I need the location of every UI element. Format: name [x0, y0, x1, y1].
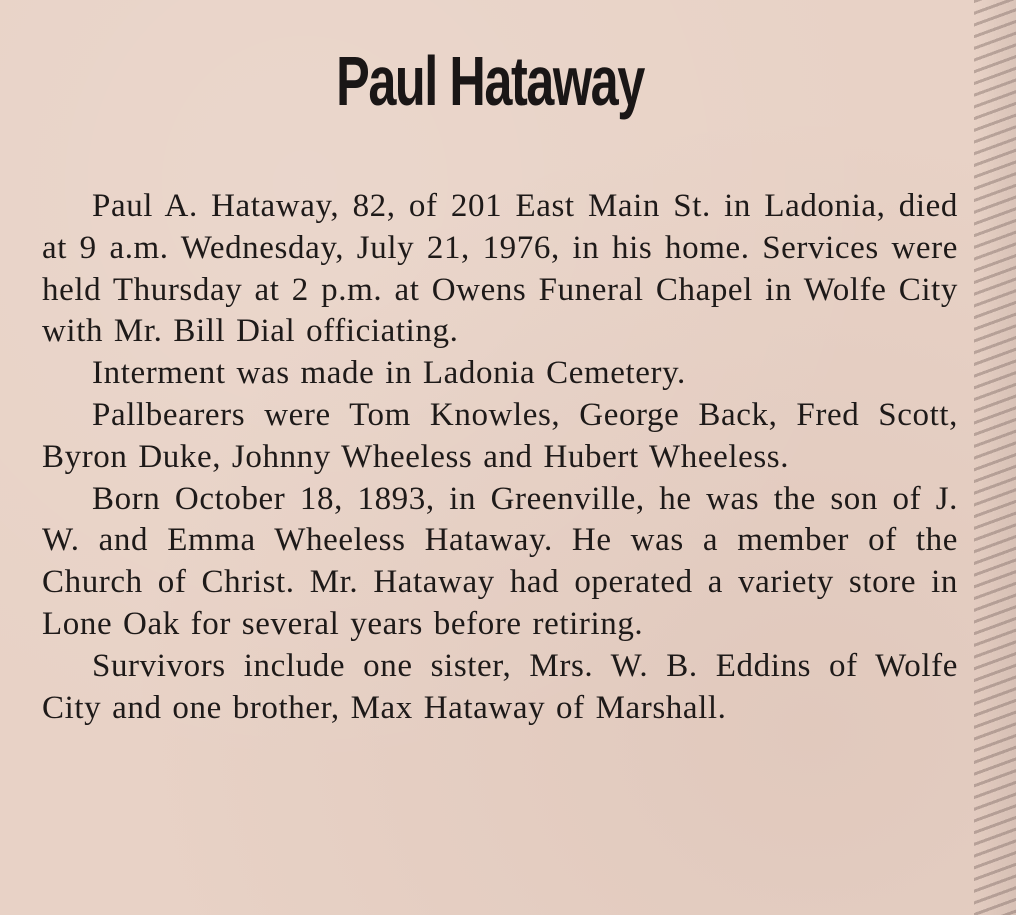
- obituary-body: [42, 186, 958, 729]
- torn-edge: [974, 0, 1016, 915]
- paragraph-survivors: Survivors include one sister, Mrs. W. B. Eddins of Wolfe City and one brother, Max Hataway of Marshall.: [42, 647, 958, 726]
- obituary-title: Paul Hataway: [336, 42, 644, 120]
- paragraph-biography: Born October 18, 1893, in Greenville, he was the son of J. W. and Emma Wheeless Hataway. He was a member of the Church of Christ. Mr. Hataway had operated a variety store in Lone Oak for several years before retiring.: [42, 480, 958, 642]
- paragraph-pallbearers: Pallbearers were Tom Knowles, George Back, Fred Scott, Byron Duke, Johnny Wheeless and Hubert Wheeless.: [42, 396, 958, 475]
- paragraph-interment: Interment was made in Ladonia Cemetery.: [92, 355, 686, 392]
- paragraph-death-and-services: Paul A. Hataway, 82, of 201 East Main St. in Ladonia, died at 9 a.m. Wednesday, July 21, 1976, in his home. Services were held Thursday at 2 p.m. at Owens Funeral Chapel in Wolfe City with Mr. Bill Dial officiating.: [42, 188, 958, 350]
